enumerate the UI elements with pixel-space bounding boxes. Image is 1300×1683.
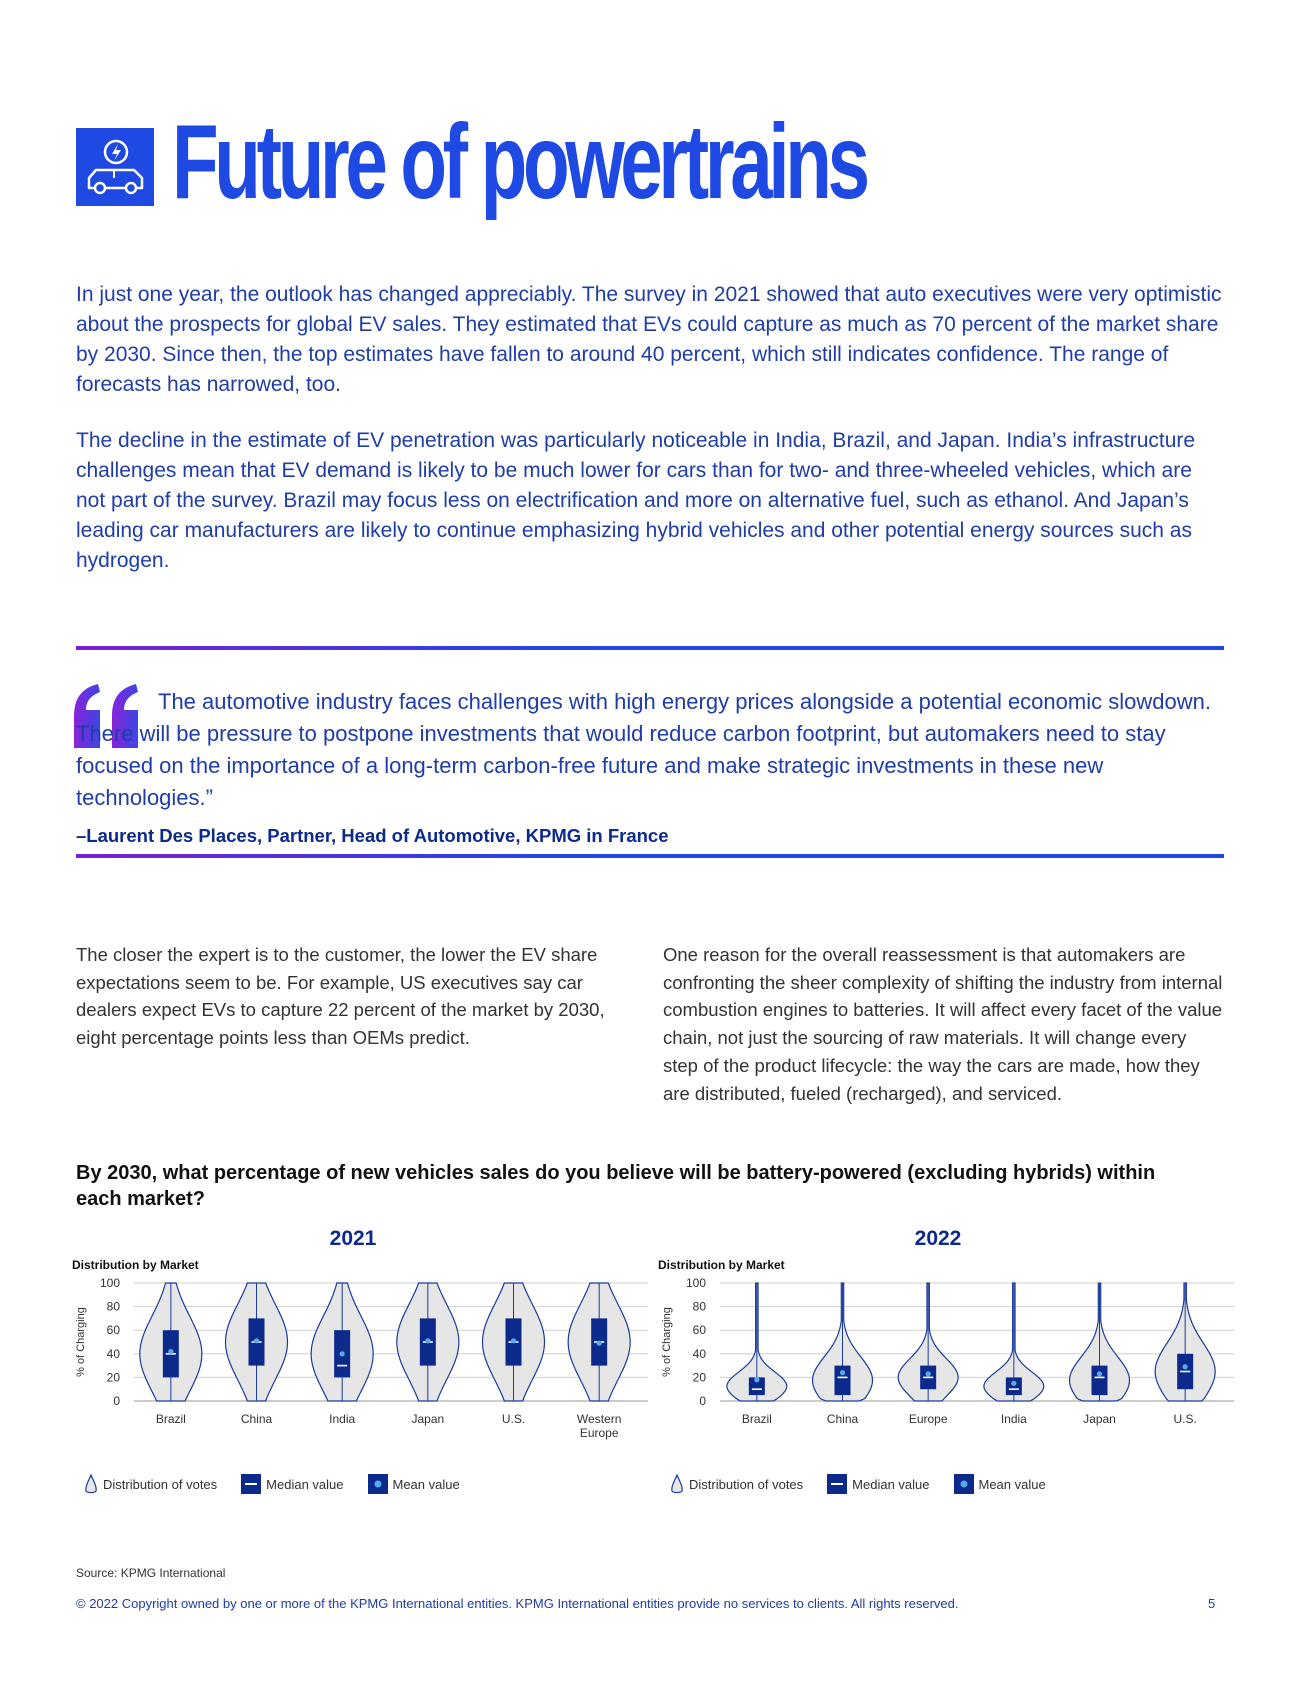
chart-subtitle: Distribution by Market — [72, 1258, 199, 1272]
quote-top-rule — [76, 646, 1224, 650]
mean-india — [340, 1351, 345, 1356]
y-tick-label: 60 — [106, 1323, 120, 1338]
mean-icon — [954, 1474, 974, 1494]
box-india — [1006, 1377, 1022, 1395]
y-axis-label: % of Charging — [661, 1307, 673, 1377]
legend-distribution — [670, 1474, 803, 1494]
mean-japan — [1097, 1371, 1102, 1376]
x-tick-label: Brazil — [155, 1412, 186, 1426]
quote-text: The automotive industry faces challenges with high energy prices alongside a potential economic slowdown. There will be pressure to postpone investments that would reduce carbon footprint, but automakers need to stay focused on the importance of a long-term carbon-free future and make strategic investments in these new technologies.” — [76, 689, 1211, 810]
chart-subtitle: Distribution by Market — [658, 1258, 785, 1272]
mean-u-s — [511, 1338, 516, 1343]
box-japan — [1092, 1366, 1108, 1396]
mean-japan — [425, 1338, 430, 1343]
y-tick-label: 0 — [113, 1394, 120, 1408]
legend-median-label: Median value — [266, 1476, 344, 1492]
intro-paragraph: In just one year, the outlook has changed appreciably. The survey in 2021 showed that auto executives were very optimistic about the prospects for global EV sales. They estimated that EVs could capture as much as 70 percent of the market share by 2030. Since then, the top estimates have fallen to around 40 percent, which still indicates confidence. The range of forecasts has narrowed, too. — [76, 283, 1222, 396]
legend-median — [827, 1474, 929, 1494]
x-tick-label: Japan — [1083, 1412, 1116, 1426]
y-tick-label: 100 — [685, 1276, 706, 1290]
legend-mean-label: Mean value — [978, 1476, 1046, 1492]
median-icon — [827, 1474, 847, 1494]
distribution-icon — [670, 1474, 684, 1494]
mean-brazil — [168, 1349, 173, 1354]
legend-mean-label: Mean value — [392, 1476, 460, 1492]
x-tick-label: U.S. — [1173, 1412, 1197, 1426]
mean-china — [840, 1370, 845, 1375]
y-axis-label: % of Charging — [75, 1307, 87, 1377]
x-tick-label: Brazil — [741, 1412, 772, 1426]
legend-distribution-label: Distribution of votes — [689, 1476, 804, 1492]
y-tick-label: 0 — [699, 1394, 706, 1408]
legend-2022 — [670, 1474, 1070, 1494]
mean-brazil — [754, 1377, 759, 1382]
decline-paragraph: The decline in the estimate of EV penetration was particularly noticeable in India, Brazil, and Japan. India’s infrastructure challenges mean that EV demand is likely to be much lower for cars than for two- and three-wheeled vehicles, which are not part of the survey. Brazil may focus less on electrification and more on alternative fuel, such as ethanol. And Japan’s leading car manufacturers are likely to continue emphasizing hybrid vehicles and other potential energy sources such as hydrogen. — [76, 429, 1196, 572]
right-column-text: One reason for the overall reassessment is that automakers are confronting the sheer complexity of shifting the industry from internal combustion engines to batteries. It will affect every facet of the value chain, not just the sourcing of raw materials. It will change every step of the product lifecycle: the way the cars are made, how they are distributed, fueled (recharged), and serviced. — [663, 944, 1223, 1104]
y-tick-label: 40 — [692, 1346, 706, 1361]
y-tick-label: 20 — [106, 1370, 120, 1385]
x-tick-label: China — [240, 1412, 273, 1426]
quote-author: –Laurent Des Places, Partner, Head of Automotive, KPMG in France — [76, 825, 669, 846]
legend-distribution-label: Distribution of votes — [103, 1476, 218, 1492]
x-tick-label: Western Europe — [576, 1412, 622, 1440]
x-tick-label: China — [826, 1412, 859, 1426]
y-tick-label: 100 — [99, 1276, 120, 1290]
y-tick-label: 40 — [106, 1346, 120, 1361]
mean-western-europe — [597, 1341, 602, 1346]
x-tick-label: Japan — [411, 1412, 445, 1426]
mean-china — [254, 1338, 259, 1343]
y-tick-label: 80 — [106, 1299, 120, 1314]
distribution-icon — [84, 1474, 98, 1494]
legend-2021 — [84, 1474, 484, 1494]
car-charging-icon — [76, 128, 154, 206]
page-title: Future of powertrains — [172, 103, 866, 221]
quote-bottom-rule — [76, 854, 1224, 858]
copyright-notice: © 2022 Copyright owned by one or more of the KPMG International entities. KPMG International entities provide no services to clients. All rights reserved. — [76, 1596, 959, 1611]
median-icon — [241, 1474, 261, 1494]
y-tick-label: 80 — [692, 1299, 706, 1314]
mean-u-s — [1183, 1364, 1188, 1369]
chart-2022-title: 2022 — [914, 1227, 962, 1250]
y-tick-label: 60 — [692, 1323, 706, 1338]
violin-chart-2022 — [656, 1253, 1236, 1483]
legend-median-label: Median value — [852, 1476, 930, 1492]
legend-mean — [368, 1474, 460, 1494]
x-tick-label: Europe — [908, 1412, 948, 1426]
box-china — [835, 1366, 851, 1396]
chart-2021-title: 2021 — [329, 1227, 377, 1250]
legend-median — [241, 1474, 343, 1494]
mean-india — [1011, 1381, 1016, 1386]
mean-europe — [926, 1371, 931, 1376]
source-note: Source: KPMG International — [76, 1566, 226, 1580]
left-column-text: The closer the expert is to the customer, the lower the EV share expectations seem to be. For example, US executives say car dealers expect EVs to capture 22 percent of the market by 2030, eight percentage points less than OEMs predict. — [76, 944, 605, 1049]
page-number: 5 — [1208, 1596, 1216, 1611]
x-tick-label: India — [1000, 1412, 1027, 1426]
x-tick-label: U.S. — [501, 1412, 526, 1426]
legend-mean — [954, 1474, 1046, 1494]
x-tick-label: India — [329, 1412, 356, 1426]
y-tick-label: 20 — [692, 1370, 706, 1385]
mean-icon — [368, 1474, 388, 1494]
legend-distribution — [84, 1474, 217, 1494]
chart-question: By 2030, what percentage of new vehicles sales do you believe will be battery-powered (excluding hybrids) within each market? — [76, 1162, 1156, 1210]
violin-chart-2021 — [70, 1253, 650, 1483]
